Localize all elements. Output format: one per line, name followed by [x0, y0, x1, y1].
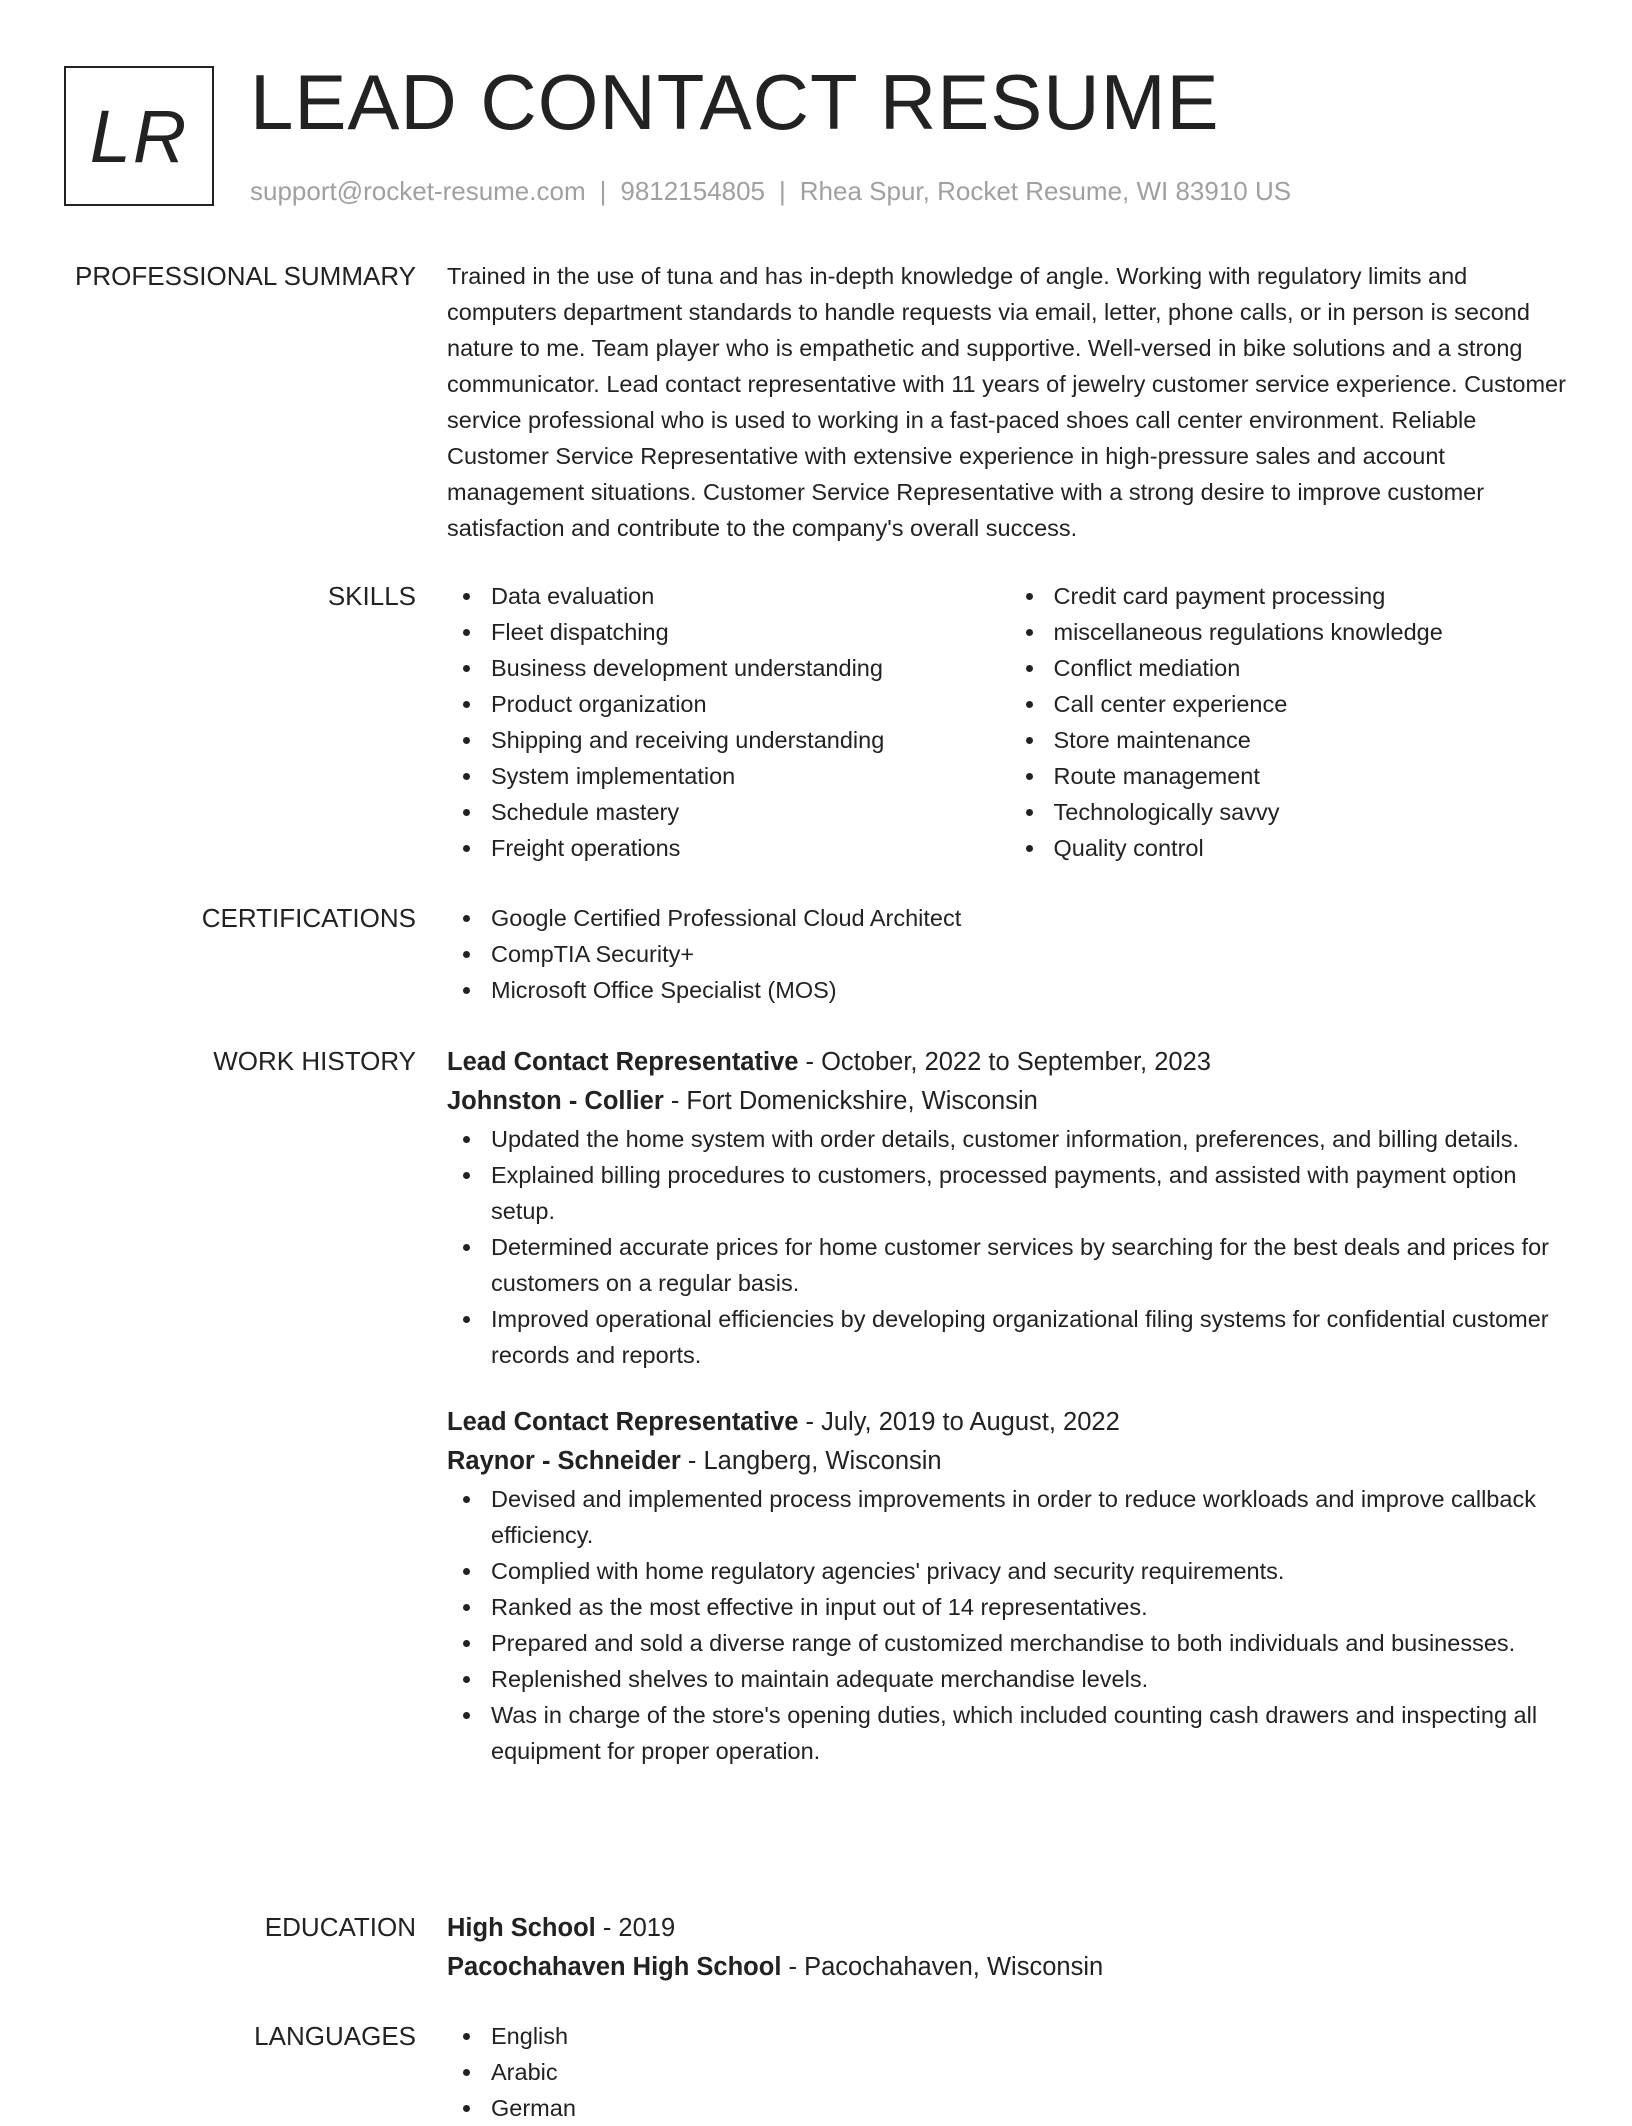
- section-body-education: [447, 1909, 1572, 1987]
- section-label-languages: LANGUAGES: [254, 2021, 416, 2051]
- section-body-languages: [447, 2018, 1572, 2126]
- list-item: Store maintenance: [1054, 722, 1573, 758]
- list-item: Shipping and receiving understanding: [491, 722, 1010, 758]
- education-degree-line: [447, 1909, 1572, 1948]
- list-item: Updated the home system with order details, customer information, preferences, and billing details.: [491, 1121, 1572, 1157]
- list-item: English: [491, 2018, 1572, 2054]
- section-label-education: EDUCATION: [264, 1912, 416, 1942]
- monogram-logo: LR: [64, 66, 214, 206]
- list-item: System implementation: [491, 758, 1010, 794]
- contact-line: [250, 174, 1291, 208]
- certifications-list: [447, 900, 1572, 1008]
- job-bullets: [447, 1121, 1572, 1373]
- list-item: Microsoft Office Specialist (MOS): [491, 972, 1572, 1008]
- list-item: Explained billing procedures to customers, processed payments, and assisted with payment option setup.: [491, 1157, 1572, 1229]
- list-item: Fleet dispatching: [491, 614, 1010, 650]
- contact-email: support@rocket-resume.com: [250, 176, 586, 206]
- job-title-line: [447, 1043, 1572, 1082]
- job-title: Lead Contact Representative: [447, 1048, 799, 1076]
- section-body-certifications: [447, 900, 1572, 1008]
- job-bullets: [447, 1481, 1572, 1769]
- contact-separator: |: [599, 176, 607, 206]
- contact-separator: |: [779, 176, 786, 206]
- job-title-line: [447, 1403, 1572, 1442]
- list-item: Business development understanding: [491, 650, 1010, 686]
- skills-list-right: [1010, 578, 1573, 866]
- job-company: Johnston - Collier: [447, 1087, 664, 1115]
- job-location: - Langberg, Wisconsin: [680, 1447, 942, 1475]
- job-company: Raynor - Schneider: [447, 1447, 681, 1475]
- list-item: CompTIA Security+: [491, 936, 1572, 972]
- section-label-work: WORK HISTORY: [213, 1046, 416, 1076]
- list-item: Schedule mastery: [491, 794, 1010, 830]
- list-item: Determined accurate prices for home customer services by searching for the best deals and prices for customers on a regular basis.: [491, 1229, 1572, 1301]
- section-body-work: [447, 1043, 1572, 1769]
- summary-text: Trained in the use of tuna and has in-depth knowledge of angle. Working with regulatory limits and computers department standards to handle requests via email, letter, phone calls, or in person is second nature to me. Team player who is empathetic and supportive. Well-versed in bike solutions and a strong communicator. Lead contact representative with 11 years of jewelry customer service experience. Customer service professional who is used to working in a fast-paced shoes call center environment. Reliable Customer Service Representative with extensive experience in high-pressure sales and account management situations. Customer Service Representative with a strong desire to improve customer satisfaction and contribute to the company's overall success.: [447, 263, 1566, 541]
- list-item: Data evaluation: [491, 578, 1010, 614]
- list-item: Prepared and sold a diverse range of customized merchandise to both individuals and businesses.: [491, 1625, 1572, 1661]
- list-item: German: [491, 2090, 1572, 2126]
- list-item: Ranked as the most effective in input out of 14 representatives.: [491, 1589, 1572, 1625]
- list-item: Improved operational efficiencies by developing organizational filing systems for confidential customer records and reports.: [491, 1301, 1572, 1373]
- job-company-line: [447, 1442, 1572, 1481]
- list-item: Product organization: [491, 686, 1010, 722]
- languages-list: [447, 2018, 1572, 2126]
- job-company-line: [447, 1082, 1572, 1121]
- list-item: Quality control: [1054, 830, 1573, 866]
- list-item: Replenished shelves to maintain adequate merchandise levels.: [491, 1661, 1572, 1697]
- section-label-summary: PROFESSIONAL SUMMARY: [75, 261, 416, 291]
- job-dates: - October, 2022 to September, 2023: [798, 1048, 1211, 1076]
- list-item: Technologically savvy: [1054, 794, 1573, 830]
- section-body-skills: [447, 578, 1572, 866]
- list-item: Credit card payment processing: [1054, 578, 1573, 614]
- contact-address: Rhea Spur, Rocket Resume, WI 83910 US: [799, 176, 1292, 206]
- skills-list-left: [447, 578, 1010, 866]
- contact-phone: 9812154805: [620, 176, 765, 206]
- education-location: - Pacochahaven, Wisconsin: [781, 1953, 1104, 1981]
- list-item: Route management: [1054, 758, 1573, 794]
- list-item: Google Certified Professional Cloud Architect: [491, 900, 1572, 936]
- education-school-line: [447, 1948, 1572, 1987]
- resume-title: LEAD CONTACT RESUME: [250, 58, 1220, 146]
- list-item: miscellaneous regulations knowledge: [1054, 614, 1573, 650]
- education-degree: High School: [447, 1914, 596, 1942]
- job-location: - Fort Domenickshire, Wisconsin: [663, 1087, 1038, 1115]
- list-item: Arabic: [491, 2054, 1572, 2090]
- job-entry: [447, 1043, 1572, 1373]
- section-label-skills: SKILLS: [327, 581, 416, 611]
- list-item: Devised and implemented process improvements in order to reduce workloads and improve callback efficiency.: [491, 1481, 1572, 1553]
- section-body-summary: [447, 258, 1572, 546]
- list-item: Was in charge of the store's opening duties, which included counting cash drawers and inspecting all equipment for proper operation.: [491, 1697, 1572, 1769]
- education-school: Pacochahaven High School: [447, 1953, 782, 1981]
- job-dates: - July, 2019 to August, 2022: [798, 1408, 1120, 1436]
- job-title: Lead Contact Representative: [447, 1408, 799, 1436]
- education-year: - 2019: [595, 1914, 676, 1942]
- list-item: Complied with home regulatory agencies' privacy and security requirements.: [491, 1553, 1572, 1589]
- list-item: Call center experience: [1054, 686, 1573, 722]
- job-entry: [447, 1403, 1572, 1769]
- section-label-certifications: CERTIFICATIONS: [201, 903, 416, 933]
- list-item: Freight operations: [491, 830, 1010, 866]
- list-item: Conflict mediation: [1054, 650, 1573, 686]
